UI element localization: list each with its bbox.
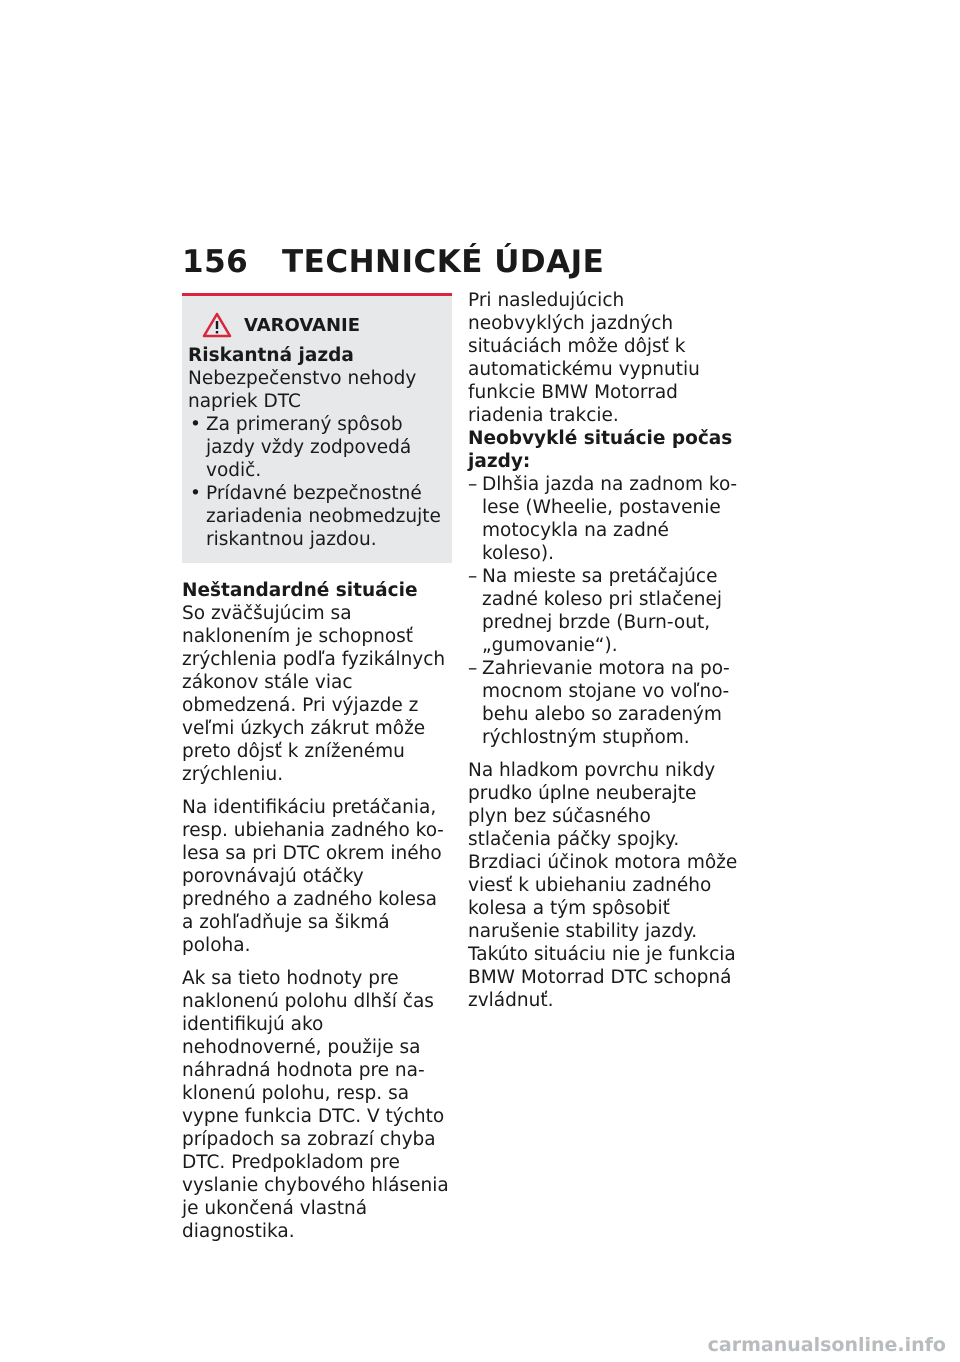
list-item: – Zahrievanie motora na pomocnom stojane vo voľnobehu alebo so zaradeným rýchlostným stupňom. — [468, 657, 738, 749]
section-heading: Neštandardné situácie — [182, 580, 418, 601]
paragraph: Na identifikáciu pretáčania, resp. ubiehania zadného kolesa sa pri DTC okrem iného porovnávajú otáčky predného a zadného kolesa a zohľadňuje sa šikmá poloha. — [182, 797, 444, 956]
warning-title: VAROVANIE — [244, 314, 361, 336]
warning-triangle-icon — [202, 312, 232, 338]
chapter-title: TECHNICKÉ ÚDAJE — [282, 244, 605, 280]
list-item: – Dlhšia jazda na zadnom kolese (Wheelie, postavenie motocykla na zadné koleso). — [468, 473, 738, 565]
warning-text: Nebezpečenstvo nehody napriek DTC — [188, 368, 417, 412]
paragraph: Pri nasledujúcich neobvyklých jazdných situáciách môže dôjsť k automatickému vypnutiu funkcie BMW Motorrad riadenia trakcie. — [468, 290, 700, 426]
warning-bullet-item: • Prídavné bezpečnostné zariadenia neobmedzujte riskantnou jazdou. — [188, 482, 444, 551]
paragraph: Ak sa tieto hodnoty pre naklonenú polohu dlhší čas identifikujú ako nehodnoverné, použije sa náhradná hodnota pre naklonenú polohu, resp. sa vypne funkcia DTC. V týchto prípadoch sa zobrazí chyba DTC. Predpokladom pre vyslanie chybového hlásenia je ukončená vlastná diagnostika. — [182, 968, 449, 1242]
page-number: 156 — [182, 244, 249, 280]
paragraph: So zväčšujúcim sa naklonením je schopnosť zrýchlenia podľa fyzikálnych zákonov stále viac obmedzená. Pri výjazde z veľmi úzkych zákrut môže preto dôjsť k zníženému zrýchleniu. — [182, 603, 446, 785]
watermark: carmanualsonline.info — [707, 1334, 946, 1356]
situation-list — [468, 473, 738, 749]
warning-bullets — [188, 413, 444, 551]
right-column — [468, 289, 738, 1022]
warning-heading: Riskantná jazda — [188, 345, 354, 366]
warning-title-row — [188, 312, 444, 338]
warning-box — [182, 293, 452, 563]
list-item: – Na mieste sa pretáčajúce zadné koleso pri stlačenej prednej brzde (Burn-out, „gumovanie“). — [468, 565, 738, 657]
warning-bullet-item: • Za primeraný spôsob jazdy vždy zodpovedá vodič. — [188, 413, 444, 482]
paragraph: Na hladkom povrchu nikdy prudko úplne neuberajte plyn bez súčasného stlačenia páčky spojky. Brzdiaci účinok motora môže viesť k ubiehaniu zadného kolesa a tým spôsobiť narušenie stability jazdy. Takúto situáciu nie je funkcia BMW Motorrad DTC schopná zvládnuť. — [468, 760, 738, 1011]
page-header — [182, 244, 782, 280]
left-column — [182, 293, 452, 1253]
section-heading: Neobvyklé situácie počas jazdy: — [468, 428, 733, 472]
